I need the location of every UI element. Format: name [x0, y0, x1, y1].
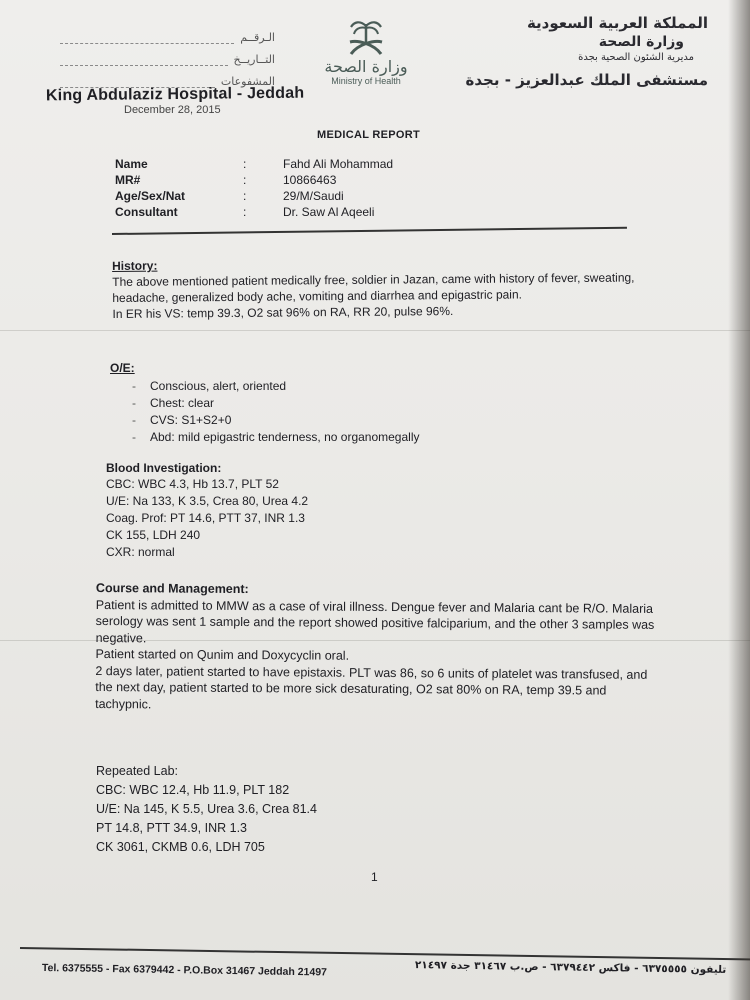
ref-date-row — [60, 44, 275, 66]
patient-field-label: Consultant — [115, 205, 178, 219]
course-paragraph: 2 days later, patient started to have epistaxis. PLT was 86, so 6 units of platelet was transfused, and the next day, patient started to be more sick desaturating, O2 sat 80% on RA, temp 39.5 and tachypnic. — [95, 663, 648, 711]
patient-field-value: Fahd Ali Mohammad — [283, 157, 394, 171]
history-heading: History: — [112, 258, 158, 273]
page-edge-shadow — [728, 0, 750, 1000]
patient-field-label: MR# — [115, 173, 141, 187]
lab-line: CK 3061, CKMB 0.6, LDH 705 — [96, 840, 265, 854]
blood-heading: Blood Investigation: — [106, 461, 222, 475]
history-section — [112, 253, 638, 322]
logo-english-text: Ministry of Health — [331, 76, 401, 86]
exam-section — [110, 360, 590, 446]
arabic-kingdom: المملكة العربية السعودية — [526, 14, 708, 32]
page-title: MEDICAL REPORT — [317, 129, 421, 141]
patient-field-label: Name — [115, 157, 148, 171]
blood-section — [106, 460, 526, 561]
ref-date-label: التــاريــخ — [233, 53, 275, 66]
page-number: 1 — [371, 870, 378, 884]
exam-list — [110, 378, 590, 446]
footer-divider — [20, 947, 750, 961]
patient-consultant-row: Consultant : Dr. Saw Al Aqeeli — [115, 204, 445, 220]
history-text: The above mentioned patient medically free, soldier in Jazan, came with history of fever, sweating, headache, generalized body ache, vomiting and diarrhea and epigastric pain. — [112, 270, 635, 305]
footer-contact-arabic: تليفون ٦٣٧٥٥٥٥ - فاكس ٦٣٧٩٤٤٢ - ص.ب ٣١٤٦٧ جدة ٢١٤٩٧ — [414, 959, 726, 976]
patient-field-label: Age/Sex/Nat — [115, 189, 186, 203]
history-vitals: In ER his VS: temp 39.3, O2 sat 96% on RA, RR 20, pulse 96%. — [112, 304, 454, 321]
hospital-name: King Abdulaziz Hospital - Jeddah — [45, 84, 305, 105]
patient-name-row: Name : Fahd Ali Mohammad — [115, 156, 445, 172]
report-date: December 28, 2015 — [124, 104, 221, 116]
paper-fold — [0, 330, 750, 331]
arabic-hospital-name: مستشفى الملك عبدالعزيز - بجدة — [465, 71, 708, 89]
lab-line: U/E: Na 145, K 5.5, Urea 3.6, Crea 81.4 — [96, 802, 317, 816]
arabic-ministry: وزارة الصحة — [598, 34, 684, 50]
ref-attachments-label: المشفوعات — [220, 75, 275, 88]
course-heading: Course and Management: — [95, 581, 249, 597]
logo-arabic-text: وزارة الصحة — [324, 57, 408, 76]
lab-line: Coag. Prof: PT 14.6, PTT 37, INR 1.3 — [106, 511, 305, 525]
patient-field-value: 29/M/Saudi — [283, 189, 344, 203]
repeated-lab-section — [96, 762, 476, 857]
course-paragraph: Patient started on Qunim and Doxycyclin oral. — [95, 646, 350, 663]
list-item: - Chest: clear — [132, 396, 215, 410]
footer-contact-english: Tel. 6375555 - Fax 6379442 - P.O.Box 31467 Jeddah 21497 — [41, 962, 328, 979]
patient-age-row: Age/Sex/Nat : 29/M/Saudi — [115, 188, 445, 204]
arabic-directorate: مديرية الشئون الصحية بجدة — [578, 52, 694, 63]
ref-number-label: الـرقــم — [240, 31, 275, 44]
lab-line: PT 14.8, PTT 34.9, INR 1.3 — [96, 821, 248, 835]
header-divider — [112, 227, 627, 235]
lab-line: CK 155, LDH 240 — [106, 528, 201, 542]
lab-line: U/E: Na 133, K 3.5, Crea 80, Urea 4.2 — [106, 494, 309, 508]
list-item: - CVS: S1+S2+0 — [132, 413, 232, 427]
exam-heading: O/E: — [110, 361, 135, 375]
lab-line: CXR: normal — [106, 545, 175, 559]
patient-mr-row: MR# : 10866463 — [115, 172, 445, 188]
course-paragraph: Patient is admitted to MMW as a case of viral illness. Dengue fever and Malaria cant be R/O. Malaria serology was sent 1 sample and the report showed positive falciparium, and the other 3 samples was negative. — [95, 597, 655, 645]
lab-line: CBC: WBC 12.4, Hb 11.9, PLT 182 — [96, 783, 290, 797]
repeated-lab-heading: Repeated Lab: — [96, 764, 179, 778]
lab-line: CBC: WBC 4.3, Hb 13.7, PLT 52 — [106, 477, 279, 491]
ref-number-row — [60, 22, 275, 44]
palm-swords-icon — [346, 18, 386, 58]
list-item: - Conscious, alert, oriented — [132, 379, 287, 393]
list-item: - Abd: mild epigastric tenderness, no organomegally — [132, 430, 420, 444]
ministry-logo — [318, 18, 414, 86]
patient-field-value: 10866463 — [283, 173, 337, 187]
course-section — [95, 580, 656, 716]
patient-info — [115, 156, 445, 220]
arabic-header — [448, 14, 708, 91]
reference-fields — [60, 22, 275, 88]
patient-field-value: Dr. Saw Al Aqeeli — [283, 205, 375, 219]
